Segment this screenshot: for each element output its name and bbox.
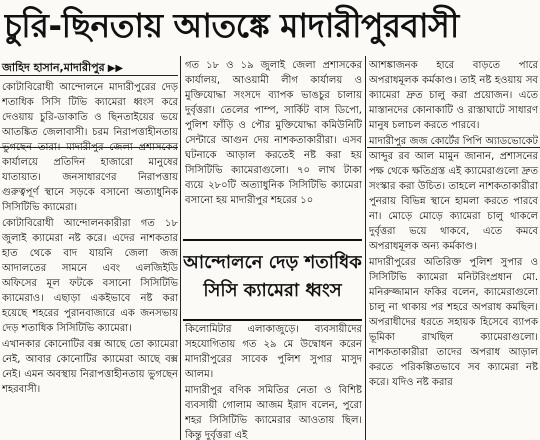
article-column-2-top (185, 58, 362, 236)
article-column-2-bottom (185, 322, 362, 440)
byline: জাহিদ হাসান,মাদারীপুর (2, 61, 105, 74)
highlight-box (183, 239, 362, 321)
paragraph: মাদারীপুরের অতিরিক্ত পুলিশ সুপার ও সিসিটিভি ক্যামেরা মনিটরিংপ্রধান মো. মনিরুজ্জামান ফকির বলেন, ক্যামেরাগুলো চালু না থাকায় পর শহরে অপরাধ কমছিল। অপরাধীদের ধরতে সহায়ক হিসেবে ব্যাপক ভূমিকা রাখছিল ক্যামেরাগুলো। নাশকতাকারীরা তাদের অপরাধ আড়াল করতে পরিকল্পিতভাবে সব ক্যামেরা নষ্ট করে। যদিও নষ্ট করার (369, 257, 538, 388)
highlight-title-line-1: আন্দোলনে দেড় শতাধিক (183, 252, 362, 273)
highlight-title-line-2: সিসি ক্যামেরা ধ্বংস (203, 280, 342, 301)
paragraph: কোটাবিরোধী আন্দোলনকারীরা গত ১৮ জুলাই ক্যামেরা নষ্ট করে। এদের নাশকতার হাত থেকে বাদ যায়নি জেলা জজ আদালতের সামনে এবং এলজিইডি অফিসের মূল ফটকে বসানো সিসিটিভি ক্যামেরাও। এছাড়া একইভাবে নষ্ট করা হয়েছে শহরের পুরানবাজারে এক জনসভায় দেড় শতাধিক সিসিটিভি ক্যামেরা। (2, 218, 178, 334)
paragraph: আশঙ্কাজনক হারে বাড়তে পারে অপরাধমূলক কর্মকাণ্ড। তাই নষ্ট হওয়ায় সব ক্যামেরা দ্রুত চালু করা প্রয়োজন। এতে মাস্তানদের কোনাকাটি ও রাস্তাঘাটে সাধারণ মানুষ চলাচল করতে পারবে। (369, 60, 538, 131)
headline: চুরি-ছিনতায় আতঙ্কে মাদারীপুরবাসী (4, 6, 459, 45)
byline-rule (0, 75, 178, 76)
article-column-1 (2, 80, 178, 440)
byline-row (2, 56, 178, 74)
paragraph: গত ১৮ ও ১৯ জুলাই জেলা প্রশাসকের কার্যালয়, আওয়ামী লীগ কার্যালয় ও মুক্তিযোদ্ধা সংসদে ব্যাপক ভাঙচুর চালায় দুর্বৃত্তরা। তেলের পাম্প, সার্কিট বাস ডিপো, পুলিশ ফাঁড়ি ও পৌর মুক্তিযোদ্ধা কমিউনিটি সেন্টারে আগুন দেয় নাশকতাকারীরা। এসব ঘটনাকে আড়াল করতেই নষ্ট করা হয় সিসিটিভি ক্যামেরাগুলো। ৭০ লাখ টাকা ব্যয়ে ২৮০টি অত্যাধুনিক সিসিটিভি ক্যামেরা বসানো হয় মাদারীপুর শহরের ১০ (185, 60, 362, 206)
column-divider-2 (365, 56, 366, 440)
paragraph: মাদারীপুর বণিক সমিতির নেতা ও বিশিষ্ট ব্যবসায়ী গোলাম আজম ইরাদ বলেন, পুরো শহর সিসিটিভি ক্যামেরার আওতায় ছিল। কিন্তু দুর্বৃত্তরা এই (185, 385, 362, 440)
column-divider-1 (180, 56, 181, 440)
chevron-right-icon: ▶▶ (107, 63, 124, 74)
paragraph: মাদারীপুর জজ কোর্টের পিপি অ্যাডভোকেট আব্দুর রব আল মামুন জানান, প্রশাসনের পক্ষ থেকে ক্ষতিগ্রস্ত এই ক্যামেরাগুলো দ্রুত সংস্কার করা উচিত। তাহলে নাশকতাকারীরা পুনরায় বিভিন্ন স্থানে হামলা করতে পারবে না। মোড়ে মোড়ে ক্যামেরা চালু থাকলে দুর্বৃত্তরা ভয়ে থাকবে, এতে কমবে অপরাধমূলক অন্য কর্মকাণ্ড। (369, 136, 538, 252)
paragraph: এখানকার কোনোটির বক্স আছে তো ক্যামেরা নেই, আবার কোনোটির ক্যামেরা আছে বক্স নেই। এমন অবস্থায় নিরাপত্তাহীনতায় ভুগছেন শহরবাসী। (2, 339, 178, 395)
article-column-3 (369, 58, 538, 440)
paragraph: কিলোমিটার এলাকাজুড়ে। ব্যবসায়ীদের সহযোগিতায় গত ২৯ মে উদ্বোধন করেন মাদারীপুরের সাবেক পুলিশ সুপার মাসুদ আলম। (185, 324, 362, 380)
paragraph: কোটাবিরোধী আন্দোলনে মাদারীপুরের দেড় শতাধিক সিসি টিভি ক্যামেরা ধ্বংস করে দেওয়ায় চুরি-ডাকাতি ও ছিনতাইয়ের ভয়ে আতঙ্কিত জেলাবাসী। চরম নিরাপত্তাহীনতায় ভুগছেন তারা। মাদারীপুর জেলা প্রশাসকের কার্যালয়ে প্রতিদিন হাজারো মানুষের যাতায়াত। জনসাধারণের নিরাপত্তায় গুরুত্বপূর্ণ স্থানে সড়কে বসানো অত্যাধুনিক সিসিটিভি ক্যামেরা। (2, 82, 178, 213)
